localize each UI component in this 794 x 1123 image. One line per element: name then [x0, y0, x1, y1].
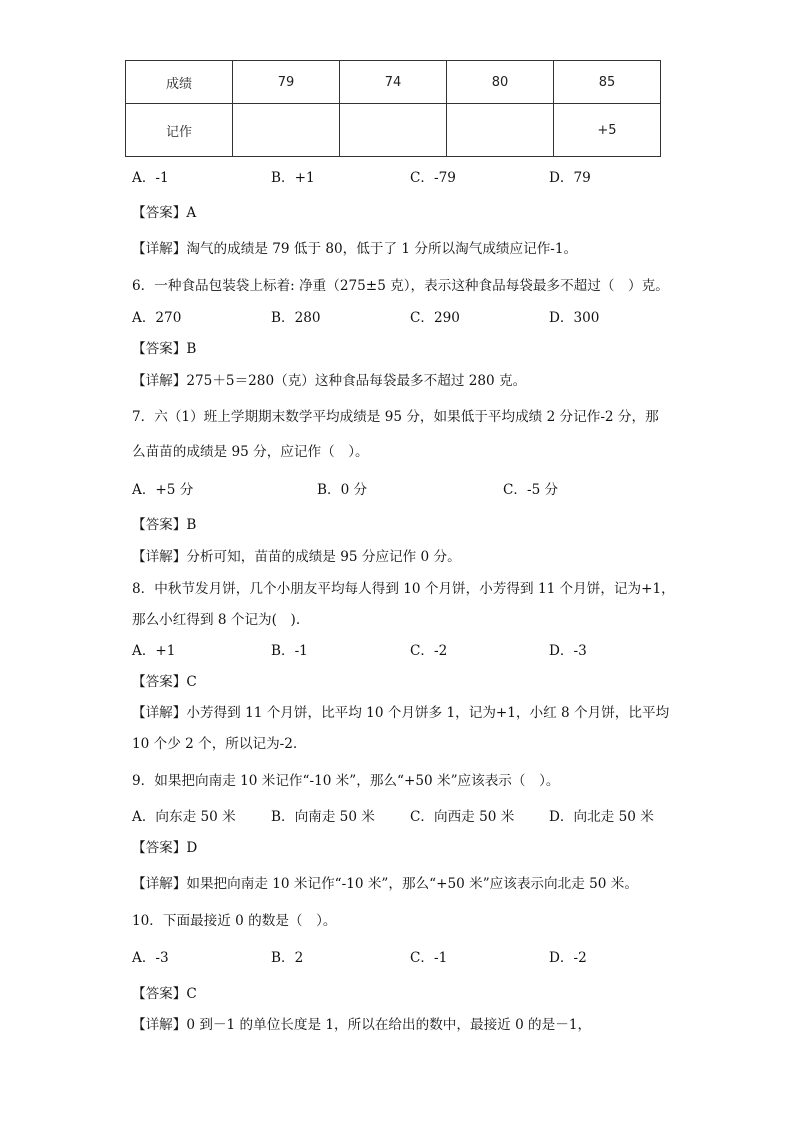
table-cell: 记作: [126, 104, 233, 157]
question-text: 6．一种食品包装袋上标着: 净重（275±5 克），表示这种食品每袋最多不超过（ ）克。: [132, 278, 669, 294]
question-text: 10．下面最接近 0 的数是（ ）。: [132, 913, 337, 929]
detail-text: 【详解】275＋5＝280（克）这种食品每袋最多不超过 280 克。: [132, 373, 527, 389]
detail-text: 【详解】小芳得到 11 个月饼，比平均 10 个月饼多 1，记为+1，小红 8 个月饼，比平均: [132, 705, 670, 721]
option-c: C．向西走 50 米: [410, 809, 515, 825]
option-a: A．270: [132, 310, 182, 326]
table-cell: 79: [233, 61, 340, 104]
score-table: [125, 60, 661, 157]
option-c: C．-5 分: [503, 482, 559, 498]
option-a: A．-3: [132, 950, 169, 966]
detail-text: 【详解】0 到－1 的单位长度是 1，所以在给出的数中，最接近 0 的是－1，: [132, 1017, 592, 1033]
table-cell: [340, 104, 447, 157]
answer-label: 【答案】D: [132, 840, 198, 856]
table-cell: [447, 104, 554, 157]
option-c: C．-79: [410, 170, 456, 186]
answer-label: 【答案】A: [132, 205, 197, 221]
question-text: 7．六（1）班上学期期末数学平均成绩是 95 分，如果低于平均成绩 2 分记作-2 分，那: [132, 409, 659, 425]
option-b: B．+1: [271, 170, 315, 186]
option-d: D．79: [549, 170, 591, 186]
answer-label: 【答案】C: [132, 986, 197, 1002]
question-text: 么苗苗的成绩是 95 分，应记作（ ）。: [132, 444, 369, 460]
table-row: [126, 61, 661, 104]
option-d: D．向北走 50 米: [549, 809, 654, 825]
table-cell: 74: [340, 61, 447, 104]
option-b: B．2: [271, 950, 304, 966]
option-a: A．+1: [132, 643, 176, 659]
answer-label: 【答案】B: [132, 341, 197, 357]
question-text: 那么小红得到 8 个记为( ).: [132, 612, 301, 628]
option-d: D．-2: [549, 950, 587, 966]
option-b: B．向南走 50 米: [271, 809, 375, 825]
option-a: A．向东走 50 米: [132, 809, 236, 825]
option-a: A．+5 分: [132, 482, 194, 498]
detail-text: 10 个少 2 个，所以记为-2.: [132, 736, 298, 752]
option-d: D．-3: [549, 643, 587, 659]
option-c: C．290: [410, 310, 460, 326]
option-a: A．-1: [132, 170, 169, 186]
question-text: 9．如果把向南走 10 米记作“-10 米”，那么“+50 米”应该表示（ ）。: [132, 773, 560, 789]
table-row: [126, 104, 661, 157]
answer-label: 【答案】C: [132, 674, 197, 690]
detail-text: 【详解】如果把向南走 10 米记作“-10 米”，那么“+50 米”应该表示向北走 50 米。: [132, 876, 638, 892]
detail-text: 【详解】分析可知，苗苗的成绩是 95 分应记作 0 分。: [132, 549, 461, 565]
question-text: 8．中秋节发月饼，几个小朋友平均每人得到 10 个月饼，小芳得到 11 个月饼，记为+1，: [132, 581, 675, 597]
table-cell: [233, 104, 340, 157]
table-cell: 成绩: [126, 61, 233, 104]
answer-label: 【答案】B: [132, 517, 197, 533]
option-c: C．-1: [410, 950, 448, 966]
table-cell: 80: [447, 61, 554, 104]
option-b: B．280: [271, 310, 321, 326]
table-cell: 85: [554, 61, 661, 104]
option-d: D．300: [549, 310, 600, 326]
option-b: B．0 分: [317, 482, 368, 498]
option-c: C．-2: [410, 643, 448, 659]
table-cell: +5: [554, 104, 661, 157]
option-b: B．-1: [271, 643, 308, 659]
detail-text: 【详解】淘气的成绩是 79 低于 80，低于了 1 分所以淘气成绩应记作-1。: [132, 241, 578, 257]
